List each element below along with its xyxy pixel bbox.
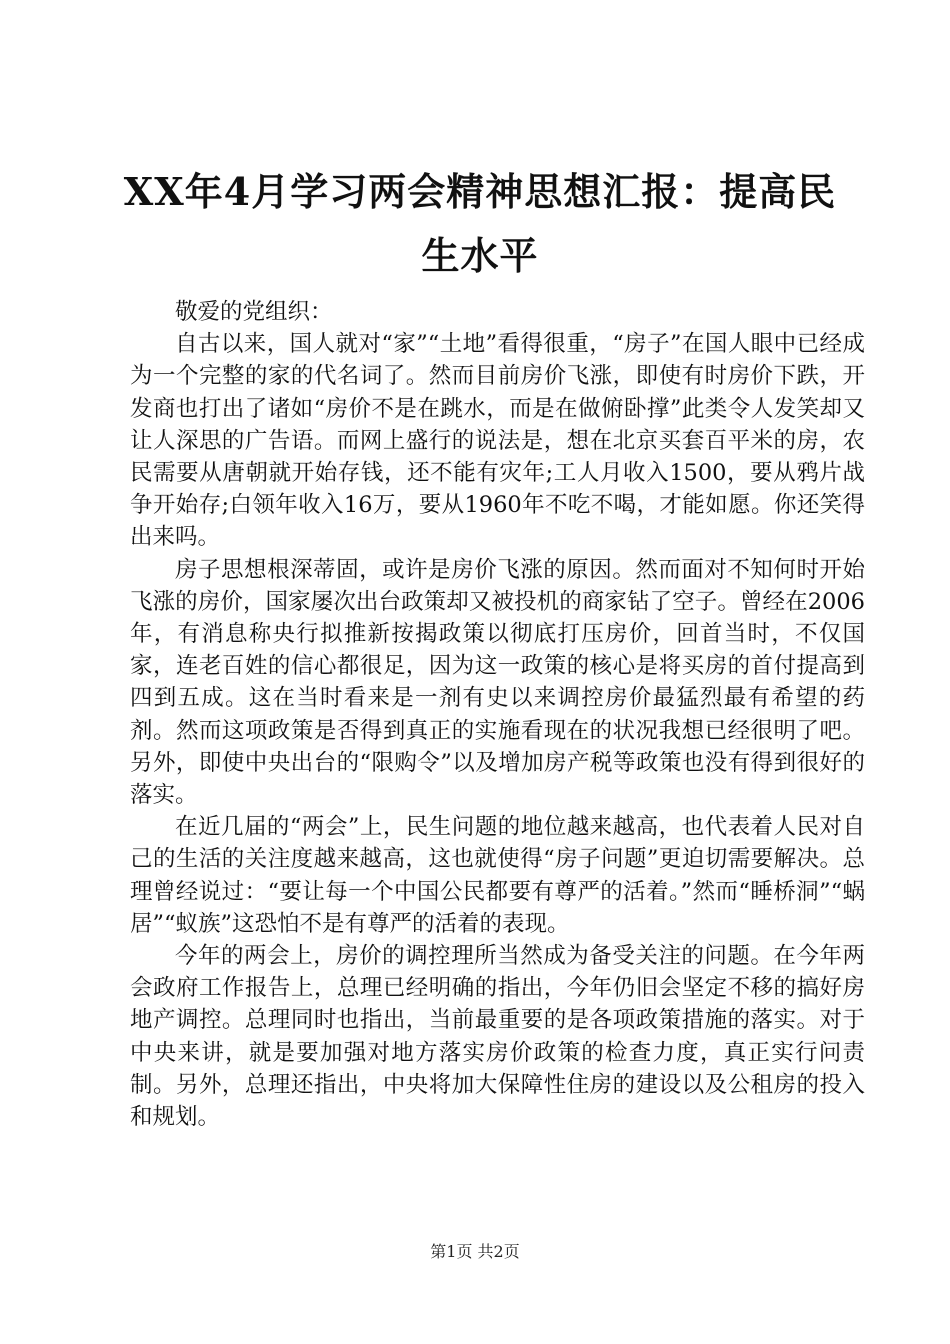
document-title: XX年4月学习两会精神思想汇报：提高民生水平 xyxy=(123,169,837,278)
paragraph: 房子思想根深蒂固，或许是房价飞涨的原因。然而面对不知何时开始飞涨的房价，国家屡次出台政策却又被投机的商家钻了空子。曾经在2006年，有消息称央行拟推新按揭政策以彻底打压房价，回首当时，不仅国家，连老百姓的信心都很足，因为这一政策的核心是将买房的首付提高到四到五成。这在当时看来是一剂有史以来调控房价最猛烈最有希望的药剂。然而这项政策是否得到真正的实施看现在的状况我想已经很明了吧。另外，即使中央出台的“限购令”以及增加房产税等政策也没有得到很好的落实。 xyxy=(130,556,865,809)
paragraph: 自古以来，国人就对“家”“土地”看得很重，“房子”在国人眼中已经成为一个完整的家的代名词了。然而目前房价飞涨，即使有时房价下跌，开发商也打出了诸如“房价不是在跳水，而是在做俯卧撑”此类令人发笑却又让人深思的广告语。而网上盛行的说法是，想在北京买套百平米的房，农民需要从唐朝就开始存钱，还不能有灾年;工人月收入1500，要从鸦片战争开始存;白领年收入16万，要从1960年不吃不喝，才能如愿。你还笑得出来吗。 xyxy=(130,331,865,551)
paragraph: 今年的两会上，房价的调控理所当然成为备受关注的问题。在今年两会政府工作报告上，总理已经明确的指出，今年仍旧会坚定不移的搞好房地产调控。总理同时也指出，当前最重要的是各项政策措施的落实。对于中央来讲，就是要加强对地方落实房价政策的检查力度，真正实行问责制。另外，总理还指出，中央将加大保障性住房的建设以及公租房的投入和规划。 xyxy=(130,943,865,1131)
page-footer: 第1页 共2页 xyxy=(430,1242,520,1261)
paragraph: 在近几届的“两会”上，民生问题的地位越来越高，也代表着人民对自己的生活的关注度越来越高，这也就使得“房子问题”更迫切需要解决。总理曾经说过：“要让每一个中国公民都要有尊严的活着。”然而“睡桥洞”“蜗居”“蚁族”这恐怕不是有尊严的活着的表现。 xyxy=(130,814,865,937)
salutation: 敬爱的党组织： xyxy=(175,299,333,325)
document-body xyxy=(130,296,865,1133)
